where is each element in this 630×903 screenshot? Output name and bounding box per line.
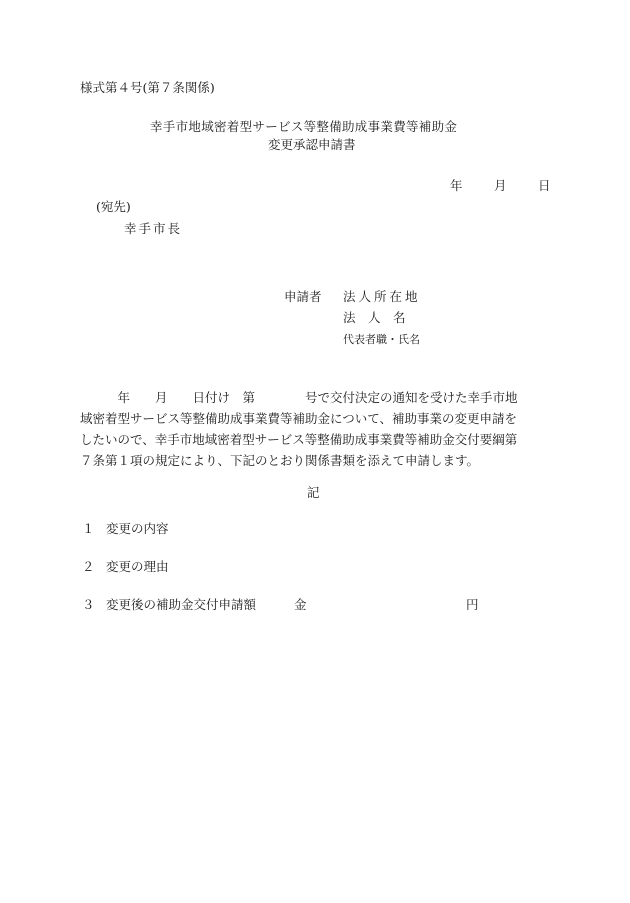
applicant-name-label: 法 人 名 xyxy=(343,310,406,325)
applicant-address-label: 法人所在地 xyxy=(343,289,421,304)
date-year: 年 xyxy=(450,178,463,193)
applicant-label: 申請者 xyxy=(284,289,322,304)
applicant-rep-label: 代表者職・氏名 xyxy=(343,333,420,346)
item-label: 変更の理由 xyxy=(106,559,169,574)
item-label: 変更後の補助金交付申請額 xyxy=(106,597,257,612)
body-line-3: したいので、幸手市地域密着型サービス等整備助成事業費等補助金交付要綱第 xyxy=(80,432,518,447)
addressee-name: 幸手市長 xyxy=(124,221,183,236)
body-line-2: 域密着型サービス等整備助成事業費等補助金について、補助事業の変更申請を xyxy=(80,411,518,426)
addressee-prefix: (宛先) xyxy=(96,199,131,214)
item-label: 変更の内容 xyxy=(106,521,169,536)
amount-yen: 円 xyxy=(466,597,479,612)
item-number: ２ xyxy=(82,559,95,574)
body-line-1: 年 月 日付け 第 号で交付決定の通知を受けた幸手市地 xyxy=(80,390,518,405)
item-number: ３ xyxy=(82,597,95,612)
form-number: 様式第４号(第７条関係) xyxy=(80,80,215,95)
amount-kin: 金 xyxy=(294,597,307,612)
date-month: 月 xyxy=(494,178,507,193)
ki-heading: 記 xyxy=(307,485,320,500)
body-line-4: ７条第１項の規定により、下記のとおり関係書類を添えて申請します。 xyxy=(80,453,480,468)
title-line-1: 幸手市地域密着型サービス等整備助成事業費等補助金 xyxy=(150,119,458,134)
date-day: 日 xyxy=(538,178,551,193)
item-number: １ xyxy=(82,521,95,536)
title-line-2: 変更承認申請書 xyxy=(268,137,356,152)
